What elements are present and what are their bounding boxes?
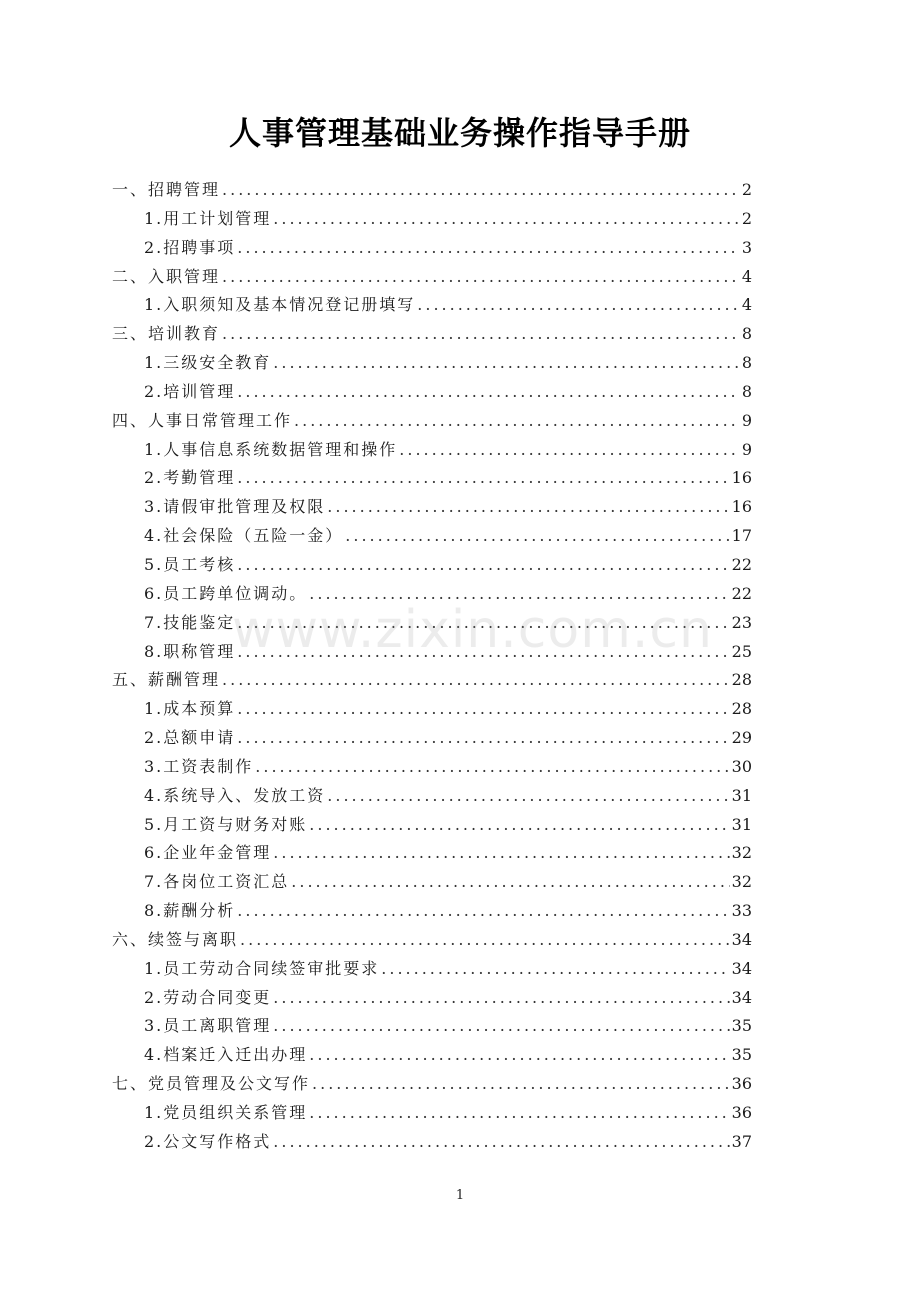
toc-entry-page: 8 (741, 324, 752, 344)
toc-entry-page: 22 (731, 554, 752, 574)
toc-entry-page: 16 (731, 497, 752, 517)
toc-entry-page: 2 (741, 208, 752, 228)
toc-dot-leader (273, 205, 740, 234)
toc-dot-leader (255, 753, 729, 782)
toc-entry-page: 36 (731, 1103, 752, 1122)
toc-dot-leader (327, 493, 729, 522)
toc-subsection-entry[interactable] (112, 782, 752, 811)
toc-dot-leader (237, 609, 729, 638)
toc-entry-page: 9 (741, 410, 752, 430)
toc-entry-label: 1.三级安全教育 (144, 353, 272, 373)
toc-entry-label: 一、招聘管理 (112, 180, 221, 199)
toc-entry-label: 6.员工跨单位调动。 (144, 583, 308, 603)
toc-entry-page: 32 (731, 843, 752, 863)
toc-entry-label: 5.月工资与财务对账 (144, 814, 308, 834)
toc-subsection-entry[interactable] (112, 984, 752, 1013)
toc-entry-label: 1.员工劳动合同续签审批要求 (144, 958, 380, 978)
toc-entry-label: 三、培训教育 (112, 324, 221, 344)
toc-entry-page: 22 (731, 583, 752, 603)
toc-dot-leader (273, 349, 740, 378)
toc-entry-label: 4.档案迁入迁出办理 (144, 1045, 308, 1065)
toc-entry-page: 34 (731, 958, 752, 978)
toc-subsection-entry[interactable] (112, 839, 752, 868)
toc-dot-leader (381, 955, 729, 984)
toc-subsection-entry[interactable] (112, 724, 752, 753)
toc-section-entry[interactable] (112, 666, 752, 695)
toc-subsection-entry[interactable] (112, 522, 752, 551)
toc-entry-label: 8.职称管理 (144, 641, 236, 661)
toc-dot-leader (237, 464, 729, 493)
toc-entry-page: 31 (731, 785, 752, 805)
page-title: 人事管理基础业务操作指导手册 (228, 114, 691, 152)
toc-section-entry[interactable] (112, 320, 752, 349)
toc-entry-page: 34 (731, 987, 752, 1007)
toc-dot-leader (273, 1012, 729, 1041)
toc-entry-page: 4 (741, 266, 752, 286)
toc-entry-page: 9 (741, 439, 752, 459)
toc-dot-leader (312, 1070, 730, 1099)
toc-dot-leader (417, 291, 740, 320)
toc-dot-leader (237, 897, 729, 926)
toc-entry-page: 25 (731, 641, 752, 661)
toc-subsection-entry[interactable] (112, 753, 752, 782)
toc-entry-page: 29 (731, 728, 752, 748)
toc-dot-leader (237, 234, 740, 263)
toc-entry-label: 五、薪酬管理 (112, 670, 221, 690)
toc-entry-page: 35 (731, 1016, 752, 1036)
toc-dot-leader (309, 1041, 729, 1070)
toc-dot-leader (222, 666, 730, 695)
toc-entry-label: 四、人事日常管理工作 (112, 410, 293, 430)
toc-entry-page: 36 (731, 1074, 752, 1094)
toc-subsection-entry[interactable] (112, 378, 752, 407)
toc-entry-label: 2.考勤管理 (144, 468, 236, 488)
toc-section-entry[interactable] (112, 407, 752, 436)
toc-entry-label: 六、续签与离职 (112, 929, 239, 949)
toc-entry-label: 5.员工考核 (144, 554, 236, 574)
toc-entry-label: 3.请假审批管理及权限 (144, 497, 326, 517)
toc-subsection-entry[interactable] (112, 464, 752, 493)
toc-entry-page: 23 (731, 612, 752, 632)
toc-entry-label: 1.用工计划管理 (144, 208, 272, 228)
toc-subsection-entry[interactable] (112, 1099, 752, 1128)
toc-subsection-entry[interactable] (112, 811, 752, 840)
toc-dot-leader (222, 320, 740, 349)
toc-subsection-entry[interactable] (112, 1128, 752, 1157)
toc-dot-leader (273, 1128, 729, 1157)
toc-entry-label: 2.总额申请 (144, 728, 236, 748)
toc-entry-page: 37 (731, 1131, 752, 1151)
toc-subsection-entry[interactable] (112, 868, 752, 897)
toc-subsection-entry[interactable] (112, 205, 752, 234)
toc-entry-page: 28 (731, 670, 752, 690)
toc-entry-label: 4.社会保险（五险一金） (144, 526, 344, 546)
toc-entry-label: 2.公文写作格式 (144, 1131, 272, 1151)
toc-entry-page: 4 (741, 295, 752, 315)
toc-dot-leader (273, 984, 729, 1013)
toc-dot-leader (345, 522, 729, 551)
toc-entry-label: 8.薪酬分析 (144, 901, 236, 921)
toc-subsection-entry[interactable] (112, 436, 752, 465)
toc-entry-page: 31 (731, 814, 752, 834)
toc-dot-leader (399, 436, 740, 465)
toc-section-entry[interactable] (112, 176, 752, 205)
toc-dot-leader (237, 378, 740, 407)
toc-dot-leader (291, 868, 729, 897)
toc-dot-leader (237, 638, 729, 667)
toc-entry-label: 七、党员管理及公文写作 (112, 1074, 311, 1094)
toc-entry-page: 32 (731, 872, 752, 892)
page-number: 1 (455, 1188, 465, 1203)
toc-entry-page: 35 (731, 1045, 752, 1065)
toc-entry-label: 6.企业年金管理 (144, 843, 272, 863)
toc-entry-label: 7.各岗位工资汇总 (144, 872, 290, 892)
toc-subsection-entry[interactable] (112, 551, 752, 580)
toc-subsection-entry[interactable] (112, 955, 752, 984)
toc-entry-page: 3 (741, 237, 752, 257)
toc-entry-page: 8 (741, 381, 752, 401)
toc-subsection-entry[interactable] (112, 1012, 752, 1041)
toc-subsection-entry[interactable] (112, 580, 752, 609)
toc-entry-page: 34 (731, 929, 752, 949)
toc-subsection-entry[interactable] (112, 493, 752, 522)
toc-dot-leader (237, 724, 729, 753)
toc-section-entry[interactable] (112, 1070, 752, 1099)
toc-dot-leader (294, 407, 740, 436)
toc-section-entry[interactable] (112, 926, 752, 955)
toc-section-entry[interactable] (112, 263, 752, 292)
toc-dot-leader (327, 782, 729, 811)
toc-entry-label: 2.培训管理 (144, 381, 236, 401)
toc-entry-page: 2 (741, 180, 752, 199)
toc-entry-page: 33 (731, 901, 752, 921)
toc-dot-leader (222, 263, 740, 292)
toc-entry-label: 3.工资表制作 (144, 756, 254, 776)
watermark: www.zixin.com.cn (232, 600, 713, 660)
toc-subsection-entry[interactable] (112, 291, 752, 320)
toc-entry-label: 1.入职须知及基本情况登记册填写 (144, 295, 416, 315)
toc-entry-label: 7.技能鉴定 (144, 612, 236, 632)
toc-subsection-entry[interactable] (112, 695, 752, 724)
toc-subsection-entry[interactable] (112, 609, 752, 638)
toc-dot-leader (222, 176, 740, 205)
toc-dot-leader (240, 926, 730, 955)
toc-dot-leader (309, 811, 729, 840)
toc-dot-leader (309, 1099, 729, 1128)
toc-entry-page: 17 (731, 526, 752, 546)
toc-entry-label: 2.劳动合同变更 (144, 987, 272, 1007)
toc-subsection-entry[interactable] (112, 234, 752, 263)
toc-entry-label: 1.成本预算 (144, 699, 236, 719)
toc-entry-label: 3.员工离职管理 (144, 1016, 272, 1036)
toc-entry-label: 1.人事信息系统数据管理和操作 (144, 439, 398, 459)
toc-entry-page: 30 (731, 756, 752, 776)
toc-subsection-entry[interactable] (112, 1041, 752, 1070)
toc-dot-leader (237, 551, 729, 580)
toc-dot-leader (237, 695, 729, 724)
toc-entry-page: 28 (731, 699, 752, 719)
toc-dot-leader (273, 839, 729, 868)
toc-entry-label: 二、入职管理 (112, 266, 221, 286)
toc-dot-leader (309, 580, 729, 609)
toc-entry-label: 2.招聘事项 (144, 237, 236, 257)
toc-entry-page: 16 (731, 468, 752, 488)
toc-entry-label: 4.系统导入、发放工资 (144, 785, 326, 805)
toc-entry-label: 1.党员组织关系管理 (144, 1103, 308, 1122)
toc-subsection-entry[interactable] (112, 897, 752, 926)
toc-entry-page: 8 (741, 353, 752, 373)
table-of-contents (112, 176, 752, 1157)
toc-subsection-entry[interactable] (112, 638, 752, 667)
toc-subsection-entry[interactable] (112, 349, 752, 378)
